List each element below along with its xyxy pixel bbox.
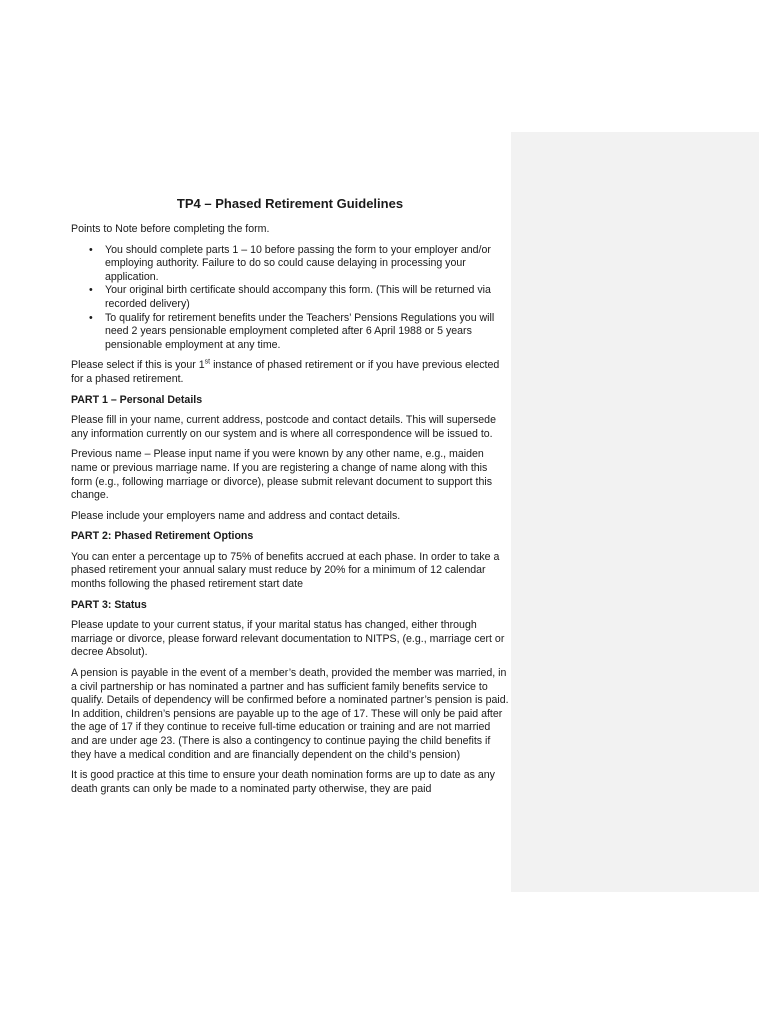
part1-heading: PART 1 – Personal Details: [71, 393, 203, 406]
part1-paragraph: Please include your employers name and address and contact details.: [71, 509, 401, 522]
list-item: • You should complete parts 1 – 10 before passing the form to your employer and/or employing authority. Failure to do so could cause delaying in processing your application.: [89, 243, 491, 283]
part3-paragraph: Please update to your current status, if your marital status has changed, either through marriage or divorce, please forward relevant documentation to NITPS, (e.g., marriage cert or decree Absolut).: [71, 619, 505, 659]
list-item: • Your original birth certificate should accompany this form. (This will be returned via recorded delivery): [89, 284, 491, 310]
part3-heading: PART 3: Status: [71, 598, 147, 611]
document-body: [71, 195, 509, 803]
part2-paragraph: You can enter a percentage up to 75% of benefits accrued at each phase. In order to take a phased retirement your annual salary must reduce by 20% for a minimum of 12 calendar months following the phased retirement start date: [71, 550, 500, 591]
document-title: TP4 – Phased Retirement Guidelines: [176, 196, 404, 211]
bullet-icon: •: [89, 311, 93, 324]
part2-heading: PART 2: Phased Retirement Options: [71, 530, 254, 543]
comment-margin-pane: [511, 132, 759, 892]
bullet-icon: •: [89, 284, 93, 297]
notes-list: [71, 244, 509, 353]
part3-paragraph: A pension is payable in the event of a member’s death, provided the member was married, in a civil partnership or has nominated a partner and has sufficient family benefits service to qualify. Details of dependency will be confirmed before a nominated partner’s pension is paid. In addition, children’s pensions are payable up to the age of 17. These will only be paid after the age of 17 if they continue to receive full-time education or training and are not married and are under age 23. (There is also a contingency to continue paying the child benefits if they have a medical condition and are financially dependent on the child’s pension): [71, 667, 509, 761]
select-instance-paragraph: Please select if this is your 1st instance of phased retirement or if you have previous elected for a phased retirement.: [71, 358, 500, 385]
intro-text: Points to Note before completing the form.: [71, 223, 270, 235]
list-item: • To qualify for retirement benefits under the Teachers’ Pensions Regulations you will need 2 years pensionable employment completed after 6 April 1988 or 5 years pensionable employment at any time.: [89, 311, 495, 351]
bullet-icon: •: [89, 243, 93, 256]
part1-paragraph: Previous name – Please input name if you were known by any other name, e.g., maiden name or previous marriage name. If you are registering a change of name along with this form (e.g., following marriage or divorce), please submit relevant document to support this change.: [71, 448, 492, 502]
part3-paragraph: It is good practice at this time to ensure your death nomination forms are up to date as any death grants can only be made to a nominated party otherwise, they are paid: [71, 769, 495, 795]
part1-paragraph: Please fill in your name, current address, postcode and contact details. This will supersede any information currently on our system and is where all correspondence will be issued to.: [71, 414, 496, 440]
